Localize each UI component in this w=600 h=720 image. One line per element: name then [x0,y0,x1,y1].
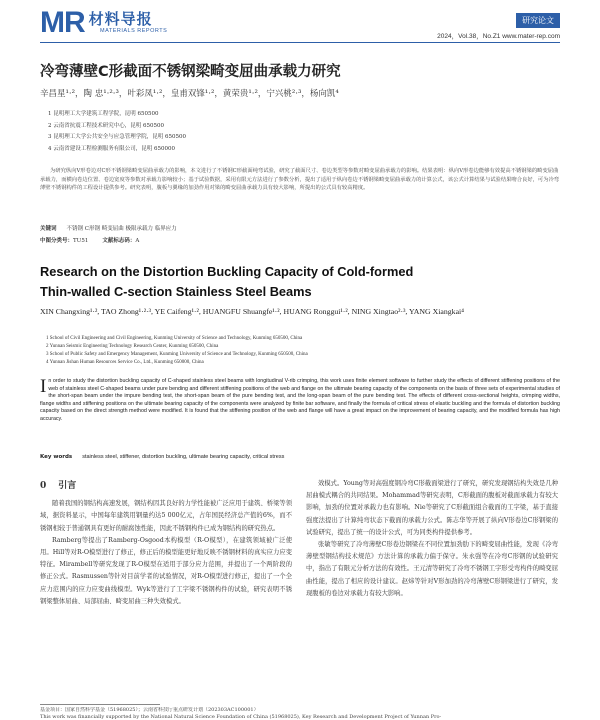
abstract-dropcap: I [40,376,47,397]
abstract-english [40,378,560,424]
title-english-line-2: Thin-walled C-section Stainless Steel Beams [40,284,312,299]
affiliations-english [46,335,308,367]
keywords-label: 关键词 [40,226,57,232]
header-rule [40,42,560,43]
affiliation-item: 3 School of Public Safety and Emergency Management, Kunming University of Science and Technology, Kunming 650500, China [46,352,308,357]
journal-header [0,0,600,52]
keywords-english [40,454,284,460]
logo-mark: MR [40,6,85,39]
logo-chinese-name: 材料导报 [88,10,153,28]
authors-english: XIN Changxing¹·², TAO Zhong¹·²·³, YE Caifeng¹·², HUANGFU Shuangfe¹·², HUANG Ronggui¹·², NING Xingtao²·³, YANG Xiangkai⁴ [40,307,464,316]
body-column-left [40,478,292,608]
affiliation-item: 2 Yunnan Seismic Engineering Technology Research Center, Kunming 650500, China [46,344,219,349]
title-english-line-1: Research on the Distortion Buckling Capacity of Cold-formed [40,264,414,279]
body-paragraph: 随着我国的钢结构高速发展，钢结构因其良好的力学性能被广泛应用于建筑、桥梁等领域，据资料显示，中国每年建筑用钢量约达5 000亿元，占年国民经济总产值的6%，而不锈钢相较于普通钢具有更好的耐腐蚀性能，因此不锈钢构件已成为钢结构的研究热点。 [40,500,292,532]
affiliation-item: 3 昆明理工大学公共安全与应急管理学院，昆明 650500 [48,134,186,141]
affiliation-item: 4 Yunnan Jishan Human Resources Service Co., Ltd., Kunming 650000, China [46,360,204,365]
authors-chinese: 辛昌星¹·²，陶 忠¹·²·³，叶彩凤¹·²，皇甫双锋¹·²，黄荣贵¹·²，宁兴桃²·³，杨向凯⁴ [40,89,339,99]
doc-code-label: 文献标志码： [102,238,136,244]
keywords-value: 不锈钢 C形钢 畸变屈曲 极限承载力 临界应力 [66,226,177,232]
abstract-english-text: n order to study the distortion buckling capacity of C-shaped stainless steel beams with longitudinal V-rib crimping, this work uses finite element software to further study the effects of different stiffening positions of the web of stainless steel C-shaped beams under pure bending and different stiffening positions of the web and flange on the ultimate bearing capacity of the components on the basis of three sets of experimental studies of the short-span beam under the impure bending test, the short-span beam of the pure bending test, and the long-span beam of the pure bending test. The effects of different cross-sectional heights, crimping widths, flange widths and stiffening positions on the ultimate bearing capacity of the components were analyzed by finite bar software, and finally the formula of critical stress of elastic buckling and the formula of distortion buckling capacity based on the direct strength method were modified. It is found that the stiffening position of the web and flange will have a great impact on the improvement of bearing capacity, and the modified formula has high accuracy. [40,378,560,422]
section-heading-intro [40,480,292,492]
footnote-funding: 基金项目：国家自然科学基金（51968025）；云南省科技厅重点研发计划（202303AC100001） This work was financially supported by the National Natural Science Foundation of China (51968025), Key Research and Development Project of Yunnan Pro- [40,707,442,720]
keywords-chinese [40,224,177,232]
affiliation-item: 1 昆明理工大学建筑工程学院，昆明 650500 [48,111,159,117]
body-paragraph: 效模式。Young等对高强度钢冷弯C形截面梁进行了研究，研究发现钢结构失效是几种屈曲模式耦合的共同结果。Mohammad等研究表明，C形截面的腹板对截面承载力有较大影响，加劲的位置对承载力也有影响。Nie等研究了C形截面组合截面的工字梁，基于直接强度法提出了计算纯弯状态下截面的承载力公式。陈志华等开展了纵向V形卷边C形钢梁的试验研究，提出了统一的设计公式，可为同类构件提供参考。 [306,480,558,536]
doc-code-value: A [135,238,140,244]
classification [40,236,139,244]
footnote-rule [40,704,160,705]
affiliation-item: 2 云南省抗震工程技术研究中心，昆明 650500 [48,122,164,129]
affiliations-chinese [48,109,186,155]
keywords-english-label: Key words [40,454,73,460]
logo-english-name: MATERIALS REPORTS [100,28,168,34]
body-paragraph: 张敏等研究了冷弯薄壁C形卷边钢梁在不同位置加劲肋下的畸变屈曲性能，发现《冷弯薄壁型钢结构技术规范》方法计算的承载力偏于保守。朱永强等在冷弯C形钢的试验研究中，指出了有限元分析方法的有效性。王元清等研究了冷弯不锈钢工字形受弯构件的畸变屈曲性能，提出了相应的设计建议。赵炜等针对V形加劲的冷弯薄壁C形钢梁进行了研究，发现腹板的卷边对承载力有较大影响。 [306,541,558,597]
abstract-chinese: 为研究纵向V形卷边对C形不锈钢梁畸变屈曲承载力的影响，本文进行了不锈钢C形截面纯弯试验，研究了截面尺寸、卷边类型等参数对畸变屈曲承载力的影响。结果表明：纵向V形卷边能够有效提高不锈钢梁的畸变屈曲承载力，而横向卷边位置、卷边宽度等参数对承载力影响较小；基于试验数据，采用有限元方法进行了参数分析，提出了适用于纵向卷边不锈钢梁畸变屈曲承载力的计算公式，该公式计算结果与试验结果吻合良好，可为冷弯薄壁不锈钢构件的工程设计提供参考。研究表明，腹板与翼缘的加劲作用对梁的畸变屈曲承载力具有较大影响，所提出的公式具有较高精度。 [40,168,560,191]
clc-label: 中图分类号： [40,238,74,244]
issue-line: 2024，Vol.38，No.Z1 www.mater-rep.com [437,33,560,40]
title-chinese: 冷弯薄壁C形截面不锈钢梁畸变屈曲承载力研究 [40,64,341,80]
affiliation-item: 1 School of Civil Engineering and Civil Engineering, Kunming University of Science and Technology, Kunming 650500, China [46,336,303,341]
section-title: 引言 [58,481,77,491]
section-tag: 研究论文 [516,13,560,28]
clc-value: TU51 [73,238,89,244]
keywords-english-value: stainless steel, stiffener, distortion buckling, ultimate bearing capacity, critical stress [82,454,285,460]
body-column-right [306,478,558,600]
affiliation-item: 4 云南省建设工程检测服务有限公司，昆明 650000 [48,145,175,152]
section-number: 0 [40,481,47,491]
body-paragraph: Ramberg等提出了Ramberg-Osgood本构模型（R-O模型），在建筑领域被广泛使用。Hill等对R-O模型进行了修正，修正后的模型能更好地反映不锈钢材料的真实应力应变特征。Mirambell等研究发现了R-O模型在适用于部分应力范围，并提出了一个两阶段的修正公式。Rasmussen等针对目前学者的试验情况，对R-O模型进行修正，提出了一个全应力范围内的应力应变曲线模型。Wyk等进行了工字梁不锈钢构件的试验，研究表明不锈钢梁整体屈曲、局部屈曲、畸变屈曲三种失效模式。 [40,536,292,605]
title-english [40,262,413,302]
